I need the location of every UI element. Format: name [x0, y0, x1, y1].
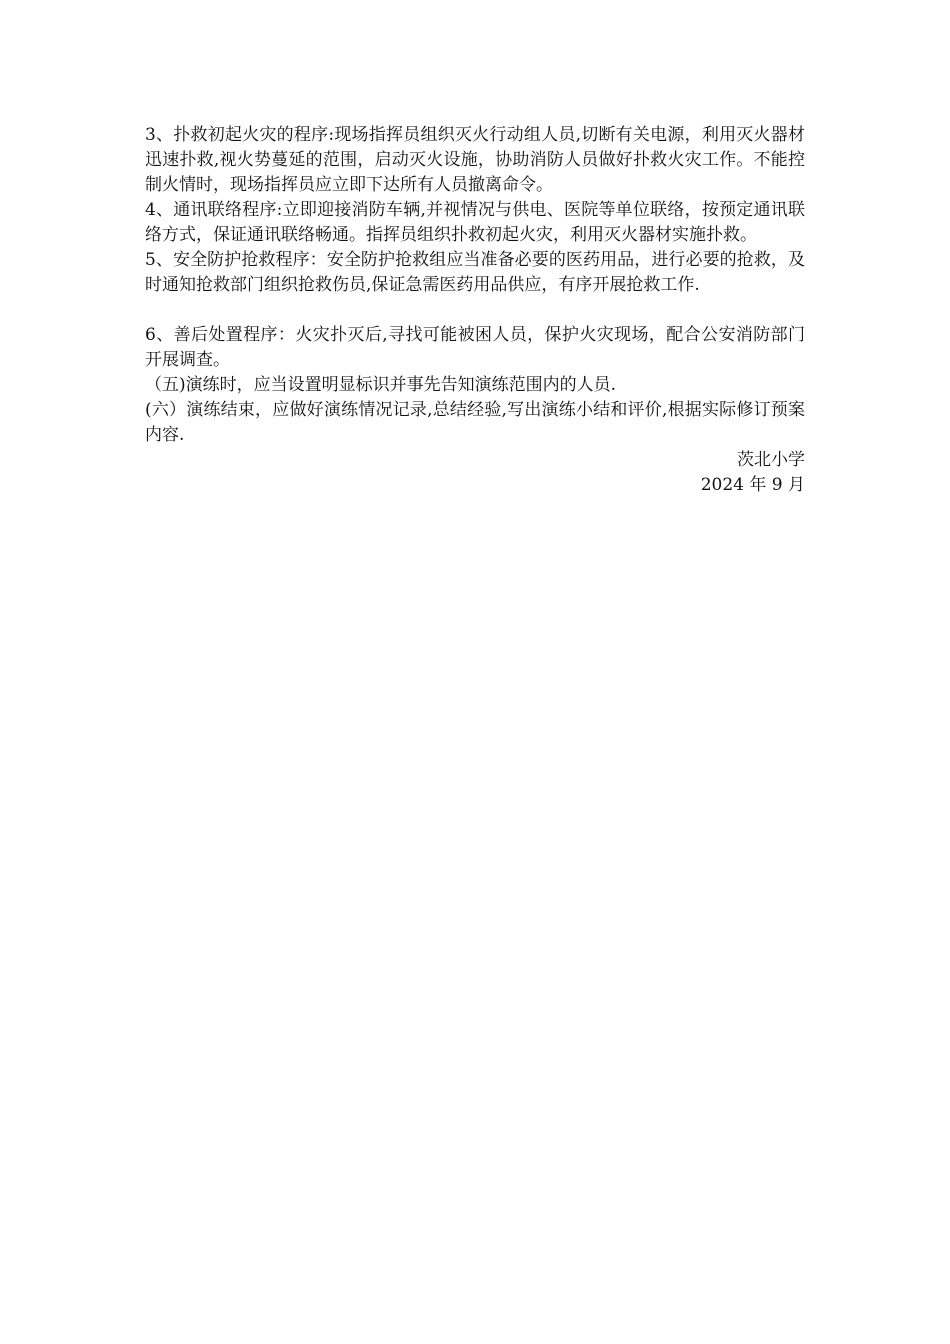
document-body: [145, 123, 805, 498]
paragraph-drill-notice: （五)演练时，应当设置明显标识并事先告知演练范围内的人员.: [145, 375, 617, 395]
paragraph-drill-conclusion: (六）演练结束，应做好演练情况记录,总结经验,写出演练小结和评价,根据实际修订预案内容.: [145, 400, 805, 445]
signature-date: 2024 年 9 月: [700, 475, 805, 495]
paragraph-communication-procedure: 4、通讯联络程序:立即迎接消防车辆,并视情况与供电、医院等单位联络，按预定通讯联络方式，保证通讯联络畅通。指挥员组织扑救初起火灾，利用灭火器材实施扑救。: [145, 200, 805, 245]
blank-line: [145, 298, 805, 323]
paragraph-aftermath-procedure: 6、善后处置程序：火灾扑灭后,寻找可能被困人员，保护火灾现场，配合公安消防部门开展调查。: [145, 325, 805, 370]
signature-organization: 茨北小学: [737, 450, 805, 470]
paragraph-fire-fighting-procedure: 3、扑救初起火灾的程序:现场指挥员组织灭火行动组人员,切断有关电源，利用灭火器材迅速扑救,视火势蔓延的范围，启动灭火设施，协助消防人员做好扑救火灾工作。不能控制火情时，现场指挥员应立即下达所有人员撤离命令。: [145, 125, 805, 195]
paragraph-rescue-procedure: 5、安全防护抢救程序：安全防护抢救组应当准备必要的医药用品，进行必要的抢救，及时通知抢救部门组织抢救伤员,保证急需医药用品供应，有序开展抢救工作.: [145, 250, 805, 295]
